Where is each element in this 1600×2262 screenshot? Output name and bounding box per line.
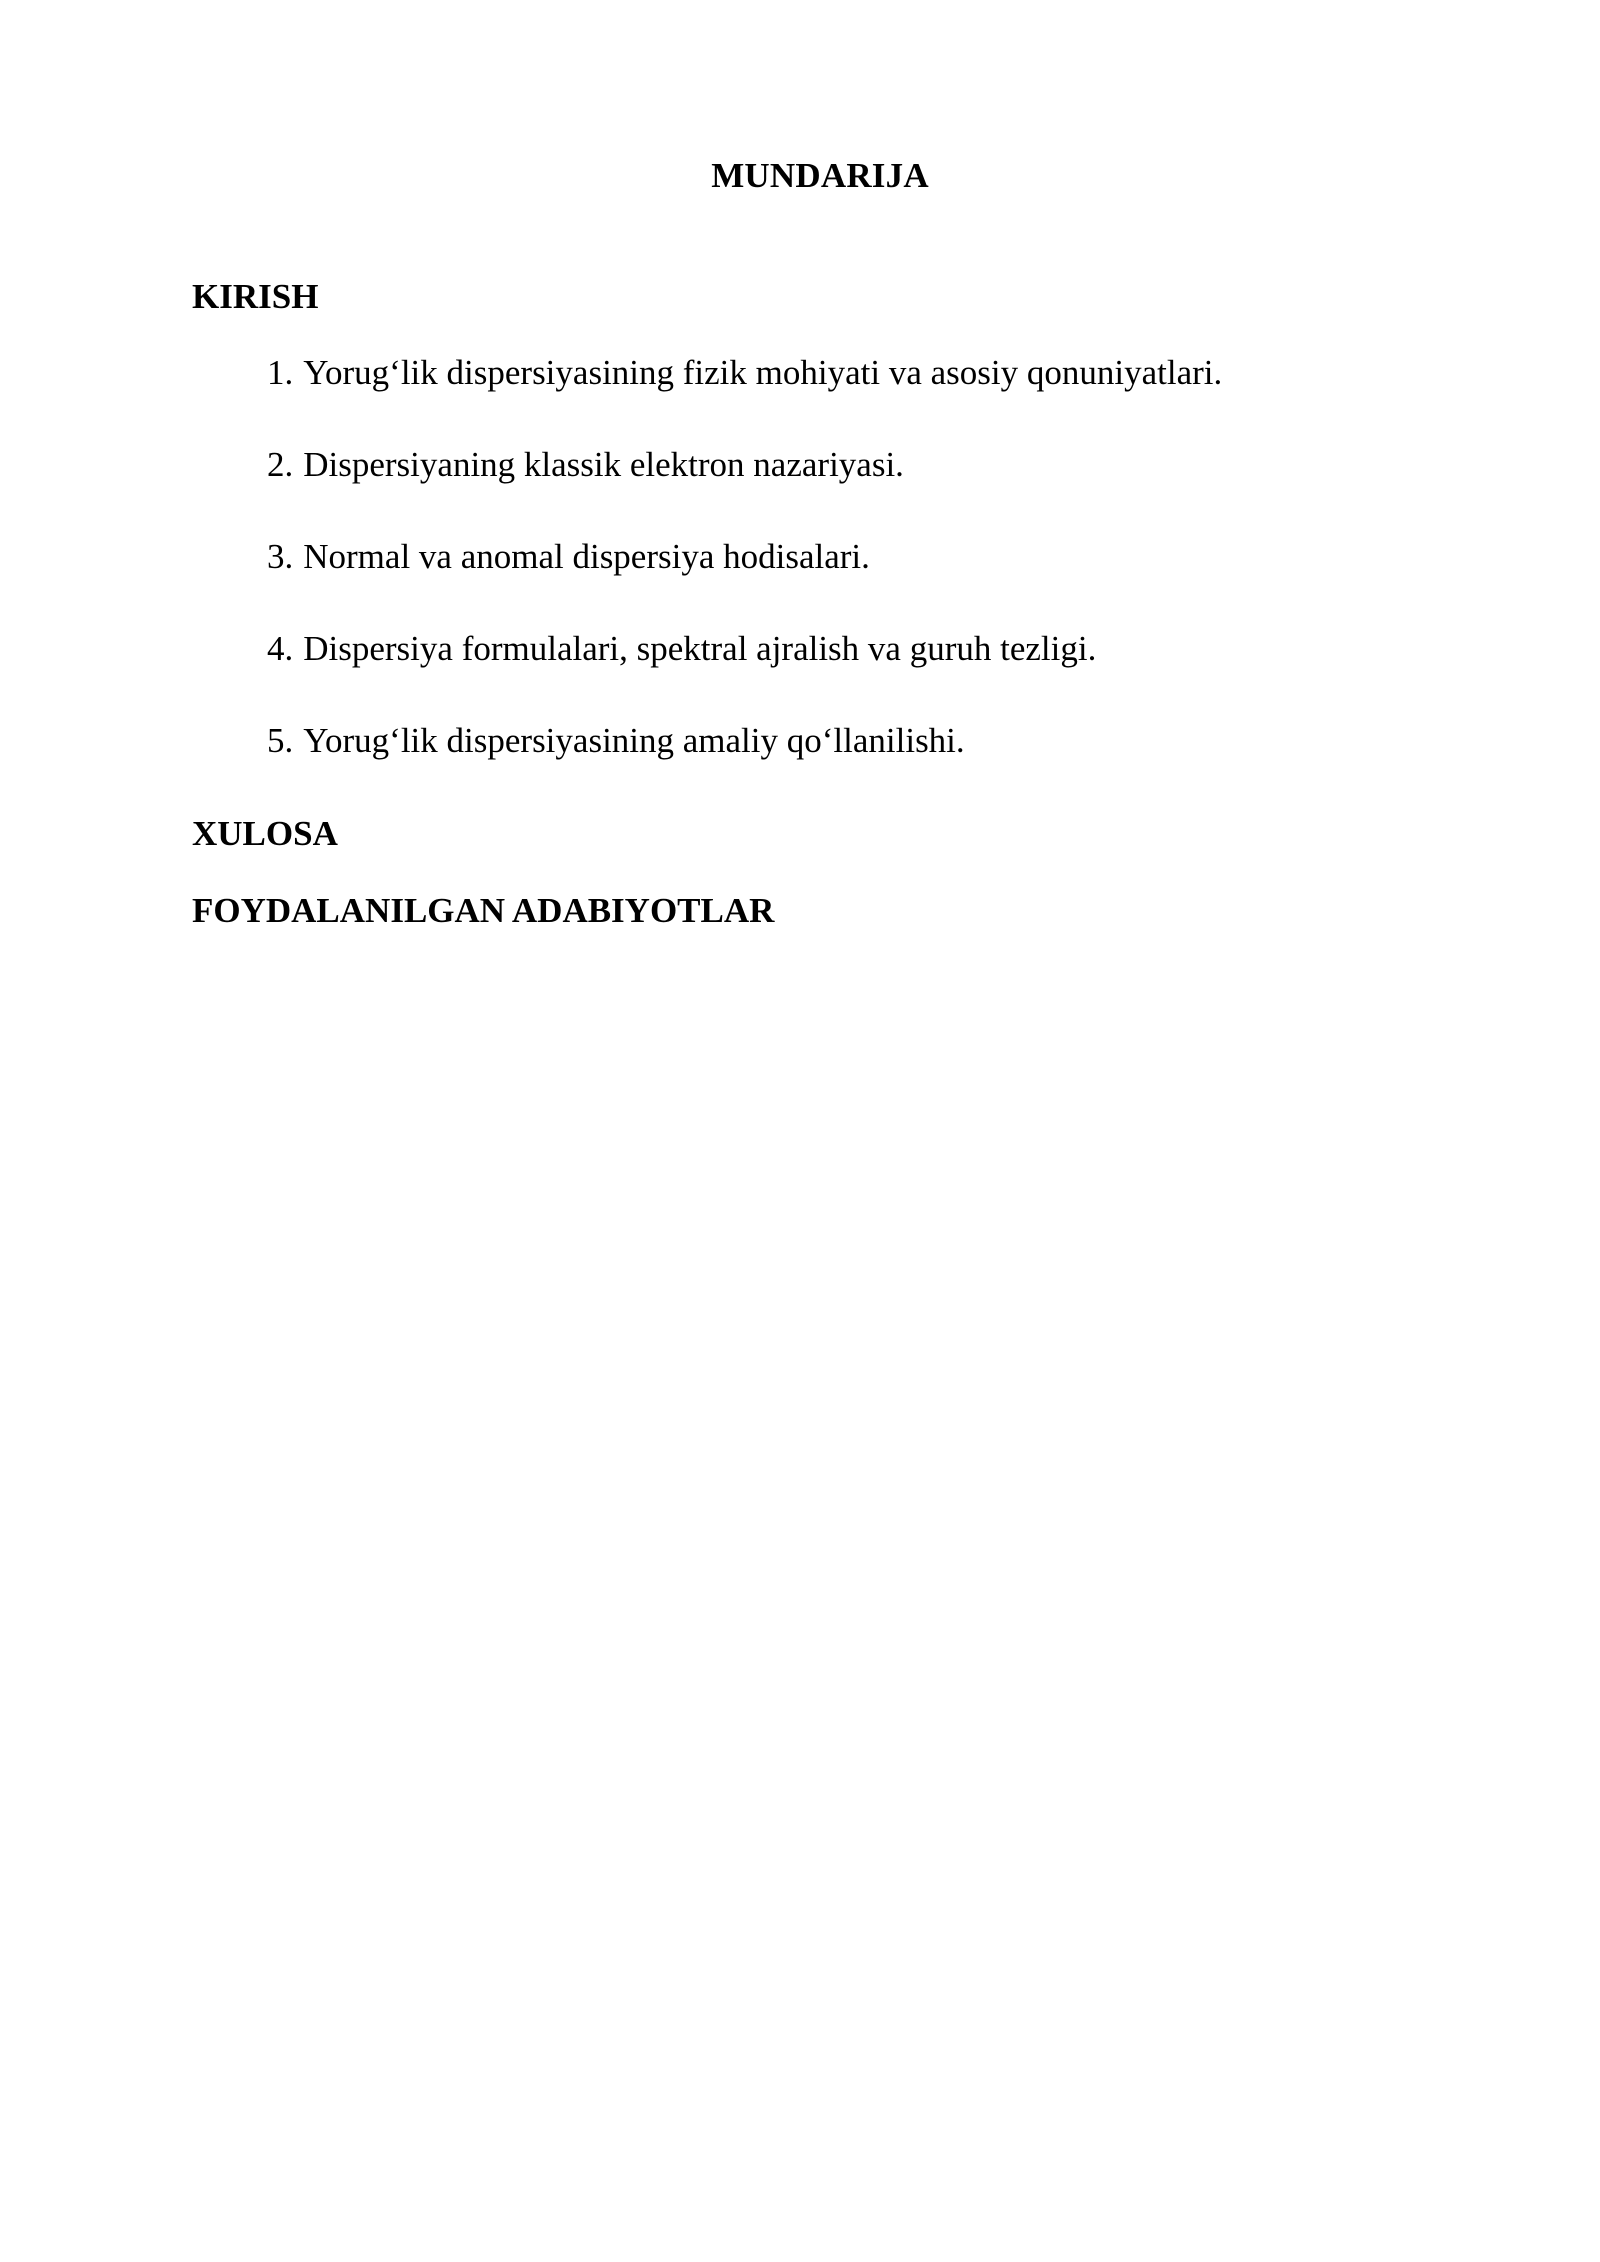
toc-item-number: 2. xyxy=(267,445,294,484)
toc-item-number: 3. xyxy=(267,537,294,576)
toc-item-3 xyxy=(267,532,1222,624)
toc-list xyxy=(267,348,1222,808)
intro-heading: KIRISH xyxy=(192,277,319,316)
toc-item-text: Dispersiyaning klassik elektron nazariyasi. xyxy=(303,445,904,484)
toc-item-text: Dispersiya formulalari, spektral ajralish va guruh tezligi. xyxy=(303,629,1097,668)
toc-item-number: 5. xyxy=(267,721,294,760)
toc-item-1 xyxy=(267,348,1222,440)
toc-item-2 xyxy=(267,440,1222,532)
toc-item-number: 4. xyxy=(267,629,294,668)
page-title: MUNDARIJA xyxy=(711,156,929,195)
toc-item-text: Normal va anomal dispersiya hodisalari. xyxy=(303,537,870,576)
toc-item-text: Yorug‘lik dispersiyasining fizik mohiyati va asosiy qonuniyatlari. xyxy=(303,353,1223,392)
references-heading: FOYDALANILGAN ADABIYOTLAR xyxy=(192,891,775,930)
conclusion-heading: XULOSA xyxy=(192,814,338,853)
toc-item-text: Yorug‘lik dispersiyasining amaliy qo‘llanilishi. xyxy=(303,721,965,760)
toc-item-5 xyxy=(267,716,1222,808)
toc-item-number: 1. xyxy=(267,353,294,392)
toc-item-4 xyxy=(267,624,1222,716)
